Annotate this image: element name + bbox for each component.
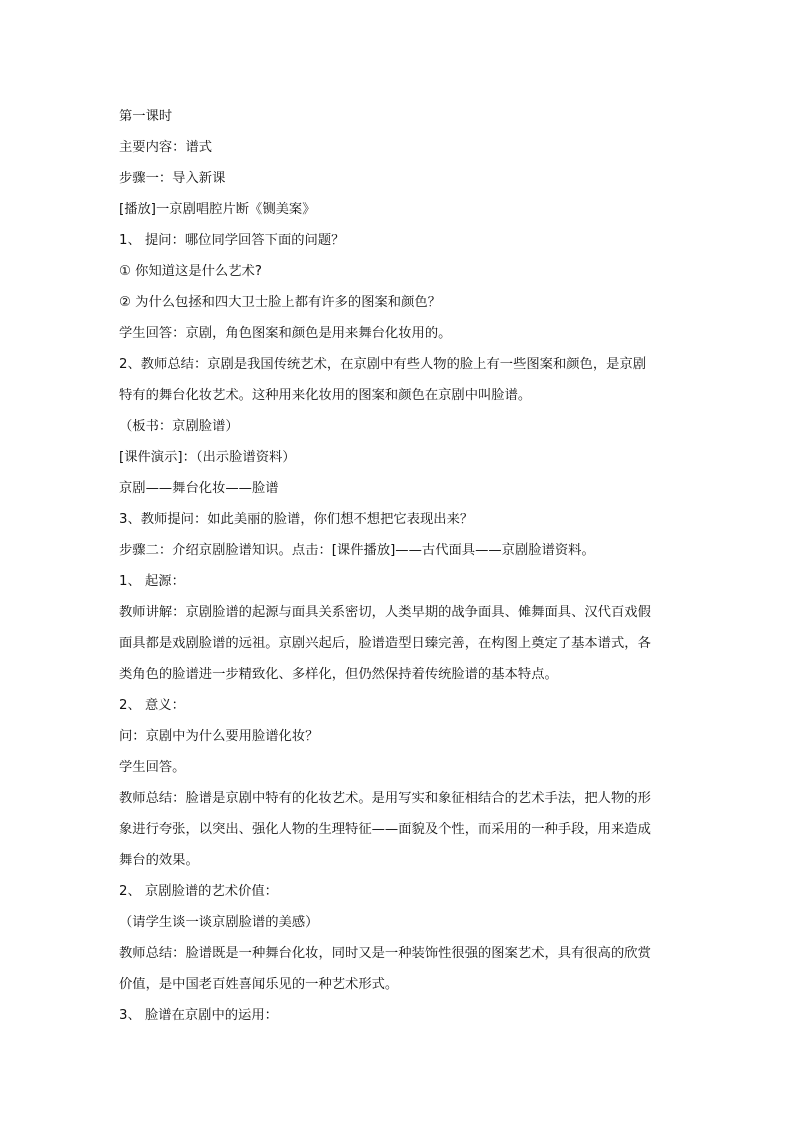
paragraph-line: 3、 脸谱在京剧中的运用： — [119, 1008, 278, 1023]
paragraph-line: 特有的舞台化妆艺术。这种用来化妆用的图案和颜色在京剧中叫脸谱。 — [119, 388, 532, 403]
paragraph-line: 教师总结：脸谱既是一种舞台化妆，同时又是一种装饰性很强的图案艺术，具有很高的欣赏 — [119, 946, 651, 961]
paragraph-line: [播放]一京剧唱腔片断《铡美案》 — [119, 202, 316, 217]
paragraph-line: 类角色的脸谱进一步精致化、多样化，但仍然保持着传统脸谱的基本特点。 — [119, 667, 558, 682]
paragraph-line: 舞台的效果。 — [119, 853, 199, 868]
paragraph-line: [课件演示]：（出示脸谱资料） — [119, 450, 296, 465]
paragraph-line: 主要内容：谱式 — [119, 140, 213, 155]
paragraph-line: 面具都是戏剧脸谱的远祖。京剧兴起后，脸谱造型日臻完善，在构图上奠定了基本谱式，各 — [119, 636, 651, 651]
paragraph-line: 2、 京剧脸谱的艺术价值： — [119, 884, 278, 899]
paragraph-line: （板书：京剧脸谱） — [119, 419, 239, 434]
paragraph-line: 问：京剧中为什么要用脸谱化妆？ — [119, 729, 319, 744]
paragraph-line: 教师讲解：京剧脸谱的起源与面具关系密切，人类早期的战争面具、傩舞面具、汉代百戏假 — [119, 605, 651, 620]
paragraph-line: 2、教师总结：京剧是我国传统艺术，在京剧中有些人物的脸上有一些图案和颜色，是京剧 — [119, 357, 647, 372]
paragraph-line: 2、 意义： — [119, 698, 185, 713]
paragraph-line: 步骤二：介绍京剧脸谱知识。点击：[课件播放]——古代面具——京剧脸谱资料。 — [119, 543, 595, 558]
paragraph-line: ② 为什么包拯和四大卫士脸上都有许多的图案和颜色？ — [119, 295, 441, 310]
paragraph-line: （请学生谈一谈京剧脸谱的美感） — [119, 915, 319, 930]
paragraph-line: 1、 提问：哪位同学回答下面的问题？ — [119, 233, 345, 248]
paragraph-line: 3、教师提问：如此美丽的脸谱，你们想不想把它表现出来？ — [119, 512, 474, 527]
document-body — [119, 101, 687, 1031]
paragraph-line: 第一课时 — [119, 109, 173, 124]
paragraph-line: 象进行夸张，以突出、强化人物的生理特征——面貌及个性，而采用的一种手段，用来造成 — [119, 822, 651, 837]
paragraph-line: 京剧——舞台化妆——脸谱 — [119, 481, 279, 496]
paragraph-line: ① 你知道这是什么艺术? — [119, 264, 262, 279]
paragraph-line: 价值，是中国老百姓喜闻乐见的一种艺术形式。 — [119, 977, 399, 992]
paragraph-line: 学生回答。 — [119, 760, 186, 775]
paragraph-line: 1、 起源： — [119, 574, 185, 589]
paragraph-line: 学生回答：京剧，角色图案和颜色是用来舞台化妆用的。 — [119, 326, 452, 341]
paragraph-line: 步骤一：导入新课 — [119, 171, 226, 186]
paragraph-line: 教师总结：脸谱是京剧中特有的化妆艺术。是用写实和象征相结合的艺术手法，把人物的形 — [119, 791, 651, 806]
